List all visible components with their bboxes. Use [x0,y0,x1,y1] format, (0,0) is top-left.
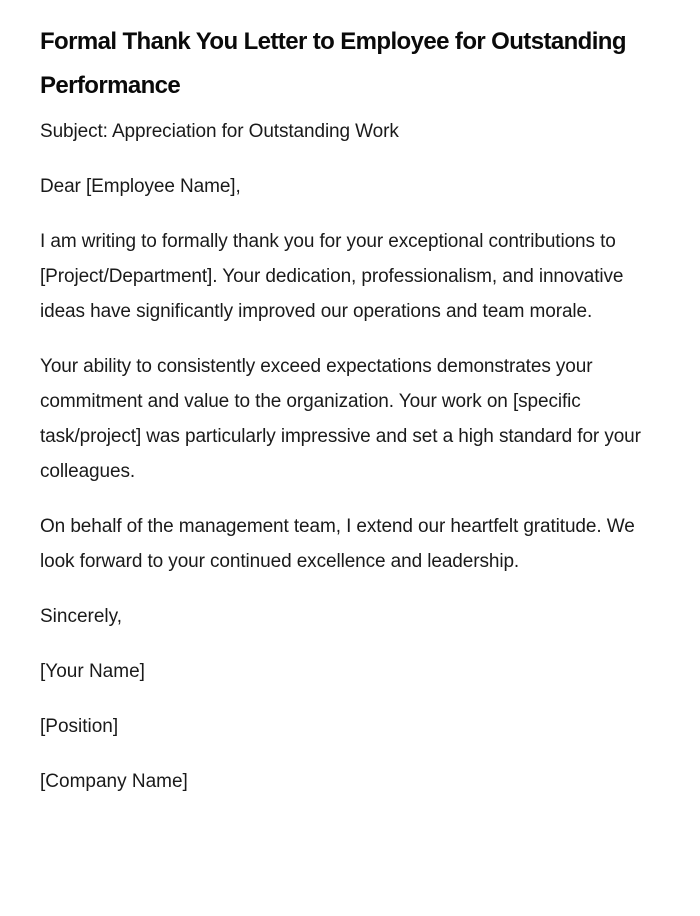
body-paragraph-2: Your ability to consistently exceed expectations demonstrates your commitment and value to the organization. Your work on [specific task/project] was particularly impressive and set a high standard for your colleagues. [40,356,641,482]
signature-position: [Position] [40,716,119,737]
signature-company: [Company Name] [40,771,188,792]
body-paragraph-3: On behalf of the management team, I extend our heartfelt gratitude. We look forward to your continued excellence and leadership. [40,516,635,572]
signature-name: [Your Name] [40,661,145,682]
subject-line: Subject: Appreciation for Outstanding Work [40,121,399,142]
salutation: Dear [Employee Name], [40,176,241,197]
body-paragraph-1: I am writing to formally thank you for your exceptional contributions to [Project/Department]. Your dedication, professionalism, and innovative ideas have significantly improved our operations and team morale. [40,231,624,322]
closing: Sincerely, [40,606,123,627]
page-title: Formal Thank You Letter to Employee for Outstanding Performance [40,28,626,99]
